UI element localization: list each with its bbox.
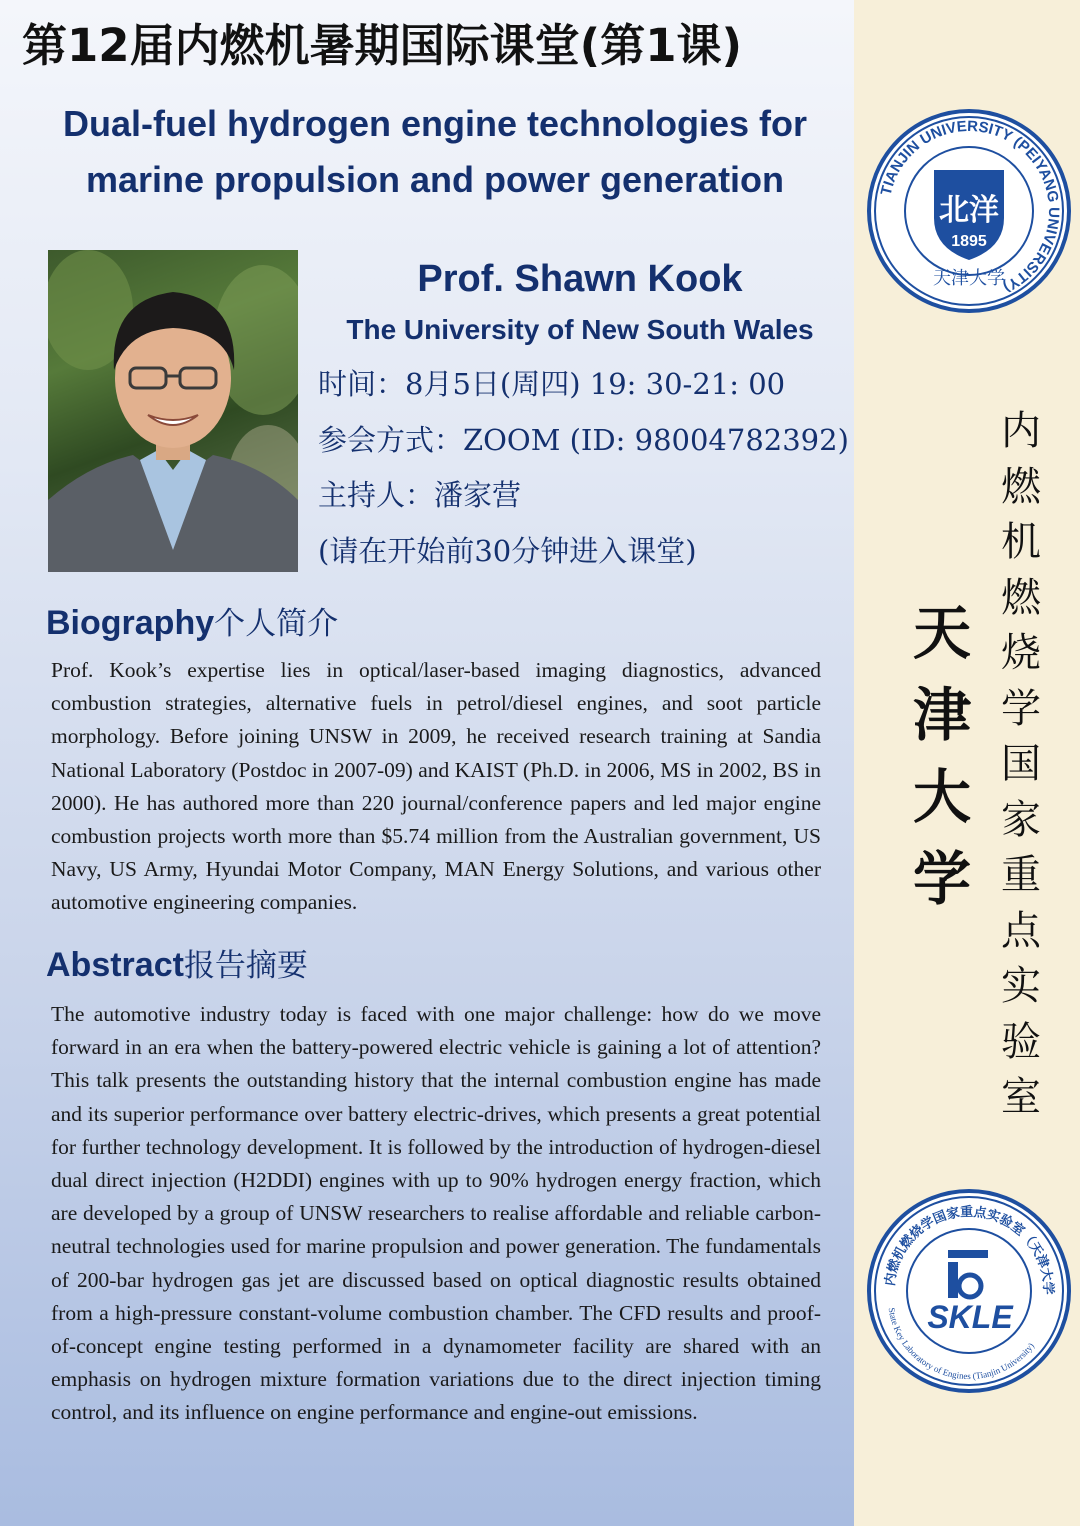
speaker-name: Prof. Shawn Kook (417, 258, 743, 300)
lab-seal-logo: SKLE (927, 1299, 1013, 1335)
lab-char: 家 (1001, 796, 1041, 843)
page-title-en: Dual-fuel hydrogen engine technologies for marine propulsion and power generation (62, 103, 808, 200)
speaker-portrait-illustration (48, 250, 298, 572)
page-title-cn: 第12届内燃机暑期国际课堂(第1课) (22, 19, 743, 72)
tianjin-university-seal (866, 108, 1072, 314)
lab-name-vertical (990, 404, 1052, 1126)
university-seal-bottom: 天津大学 (933, 268, 1005, 289)
lab-char: 重 (1001, 852, 1041, 898)
lab-char: 机 (1001, 519, 1041, 565)
lab-char: 烧 (1001, 630, 1041, 676)
biography-heading (46, 598, 338, 649)
lab-char: 验 (1001, 1018, 1041, 1065)
lab-char: 实 (1001, 963, 1041, 1009)
university-char: 津 (912, 681, 971, 749)
university-char: 大 (912, 763, 971, 831)
lab-char: 国 (1001, 741, 1041, 787)
event-host: 主持人：潘家营 (318, 478, 522, 512)
lab-char: 学 (1001, 685, 1041, 732)
event-time: 时间：8月5日(周四) 19: 30-21: 00 (318, 367, 786, 401)
lab-char: 点 (1001, 907, 1041, 954)
university-seal-year: 1895 (951, 233, 987, 250)
university-seal-center: 北洋 (939, 193, 999, 228)
abstract-heading (46, 940, 308, 991)
biography-text: Prof. Kook’s expertise lies in optical/laser-based imaging diagnostics, advanced combustion strategies, alternative fuels in petrol/diesel engines, and soot particle morphology. Before joining UNSW in 2009, he received research training at Sandia National Laboratory (Postdoc in 2007-09) and KAIST (Ph.D. in 2006, MS in 2002, BS in 2000). He has authored more than 220 journal/conference papers and led major engine combustion projects worth more than $5.74 million from the Australian government, US Navy, US Army, Hyundai Motor Company, MAN Energy Solutions, and various other automotive engineering companies. (51, 658, 821, 915)
abstract-heading-en: Abstract (46, 946, 184, 984)
speaker-photo (48, 250, 298, 572)
speaker-affiliation: The University of New South Wales (346, 314, 814, 345)
university-char: 天 (912, 599, 971, 667)
biography-heading-en: Biography (46, 604, 215, 642)
event-note: (请在开始前30分钟进入课堂) (318, 534, 697, 568)
lab-seal-ring-cn: 内燃机燃烧学国家重点实验室（天津大学 (882, 1204, 1056, 1295)
university-name-vertical (906, 592, 978, 920)
university-char: 学 (912, 845, 971, 913)
lab-char: 室 (1001, 1074, 1041, 1120)
lab-char: 燃 (1001, 463, 1041, 510)
university-seal-ring-text: TIANJIN UNIVERSITY (PEIYANG UNIVERSITY) (877, 117, 1063, 296)
biography-heading-cn: 个人简介 (214, 606, 339, 642)
lab-char: 内 (1001, 408, 1041, 454)
lab-char: 燃 (1001, 574, 1041, 621)
abstract-text: The automotive industry today is faced with one major challenge: how do we move forward in an era when the battery-powered electric vehicle is gaining a lot of attention? This talk presents the outstanding history that the internal combustion engine has made and its superior performance over battery electric-drives, which presents a great potential for further technology development. It is followed by the introduction of hydrogen-diesel dual direct injection (H2DDI) engines with up to 90% hydrogen energy fraction, which are developed by a group of UNSW researchers to realise affordable and reliable carbon-neutral technologies used for marine propulsion and power generation. The fundamentals of 200-bar hydrogen gas jet are discussed based on optical diagnostic results obtained from a high-pressure constant-volume combustion chamber. The CFD results and proof-of-concept engine testing performed in a dynamometer facility are shared with an emphasis on hydrogen mixture formation variations due to the direct injection timing control, and its influence on engine performance and engine-out emissions. (51, 1002, 821, 1425)
skle-lab-seal (866, 1188, 1072, 1394)
abstract-heading-cn: 报告摘要 (183, 948, 308, 984)
lab-seal-ring-en: State Key Laboratory of Engines (Tianjin University) (886, 1306, 1037, 1382)
event-method: 参会方式：ZOOM (ID: 98004782392) (318, 423, 849, 457)
